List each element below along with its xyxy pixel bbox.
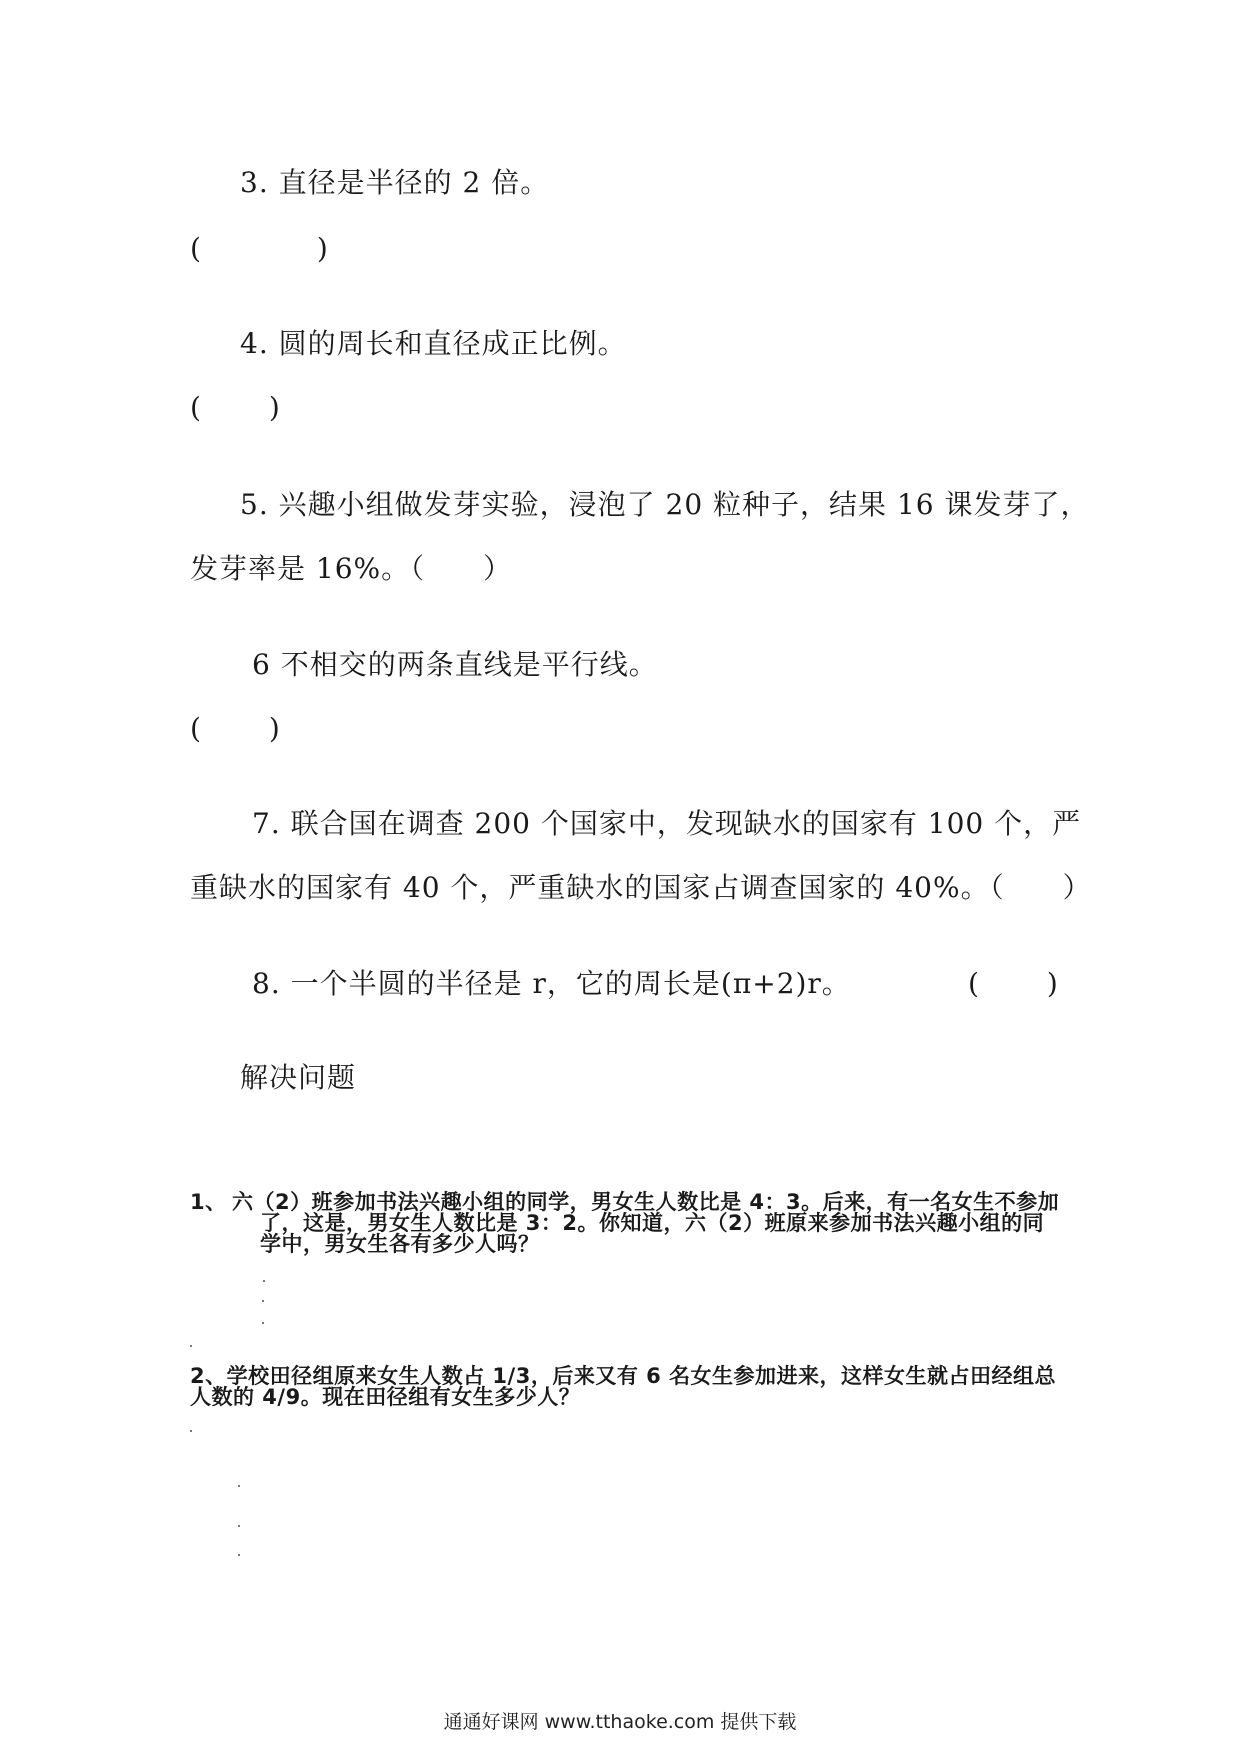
footer-credit: 通通好课网 www.tthaoke.com 提供下载 — [443, 1711, 797, 1733]
question-7-line-2: 重缺水的国家有 40 个，严重缺水的国家占调查国家的 40%。（ ） — [190, 871, 1092, 904]
problem-2-number: 2、 — [190, 1364, 227, 1388]
scan-speck — [262, 1322, 264, 1324]
problem-2-line-2: 人数的 4/9。现在田径组有女生多少人？ — [190, 1385, 581, 1409]
problem-1-line-1: 六（2）班参加书法兴趣小组的同学，男女生人数比是 4：3。后来，有一名女生不参加 — [232, 1190, 1060, 1214]
question-8-answer-blank[interactable]: ( ) — [968, 967, 1062, 1000]
question-7-line-1: 7. 联合国在调查 200 个国家中，发现缺水的国家有 100 个，严 — [252, 807, 1082, 840]
problem-1-line-2: 了，这是，男女生人数比是 3：2。你知道，六（2）班原来参加书法兴趣小组的同 — [260, 1211, 1045, 1235]
problem-2-line-1 — [190, 1366, 1056, 1386]
scan-speck — [262, 1300, 264, 1302]
problem-1-line-3: 学中，男女生各有多少人吗？ — [260, 1232, 540, 1256]
question-4-answer-blank[interactable]: ( ) — [190, 391, 284, 424]
question-3-answer-blank[interactable]: ( ) — [190, 232, 336, 265]
problem-2-line-1-text: 学校田径组原来女生人数占 1/3，后来又有 6 名女生参加进来，这样女生就占田经组总 — [226, 1364, 1057, 1388]
question-6-text: 6 不相交的两条直线是平行线。 — [252, 648, 658, 681]
scan-speck — [238, 1485, 240, 1487]
scan-speck — [190, 1345, 192, 1347]
scan-speck — [238, 1525, 240, 1527]
question-5-line-1: 5. 兴趣小组做发芽实验，浸泡了 20 粒种子，结果 16 课发芽了， — [240, 488, 1090, 521]
question-5-line-2: 发芽率是 16%。（ ） — [190, 552, 513, 585]
scan-speck — [190, 1430, 192, 1432]
scan-speck — [263, 1280, 265, 1282]
question-4-text: 4. 圆的周长和直径成正比例。 — [240, 327, 627, 360]
section-title: 解决问题 — [240, 1061, 357, 1094]
question-6-answer-blank[interactable]: ( ) — [190, 712, 284, 745]
question-8-text: 8. 一个半圆的半径是 r，它的周长是(π+2)r。 — [252, 967, 851, 1000]
scan-speck — [238, 1554, 240, 1556]
question-3-text: 3. 直径是半径的 2 倍。 — [240, 166, 550, 199]
problem-1-number: 1、 — [190, 1190, 227, 1214]
